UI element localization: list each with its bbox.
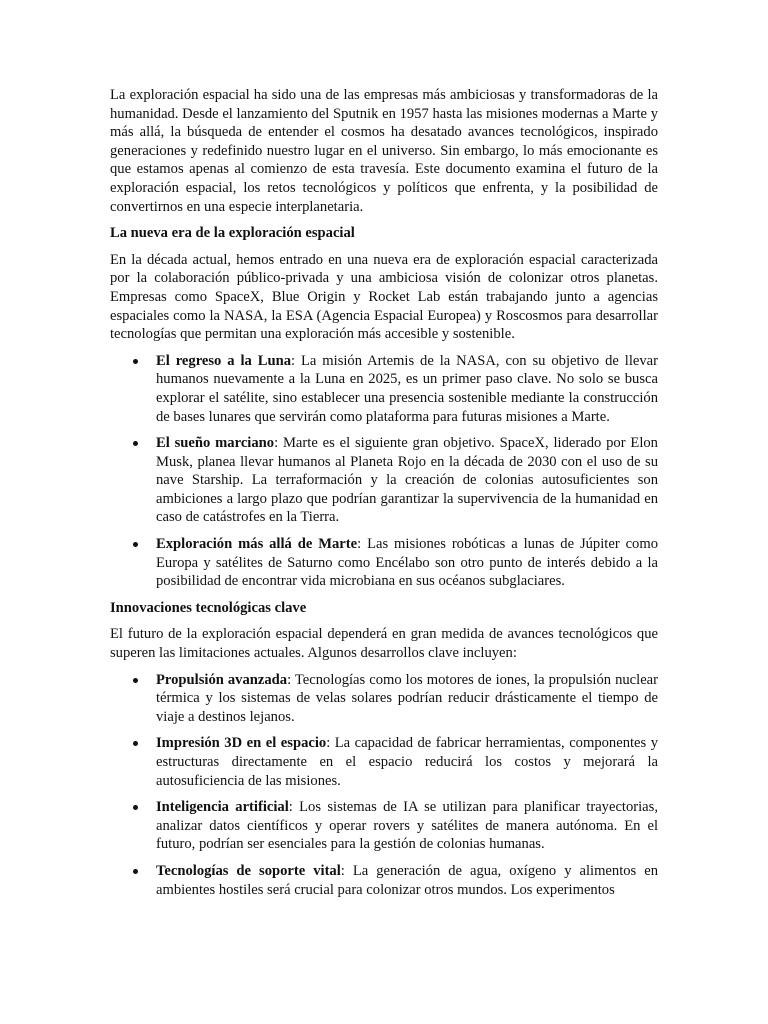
bullet-dot-icon (133, 542, 138, 547)
bullet-text: : Marte es el siguiente gran objetivo. SpaceX, liderado por Elon Musk, planea llevar humanos al Planeta Rojo en la década de 2030 con el uso de su nave Starship. La terraformación y la creación de colonias autosuficientes son ambiciones a largo plazo que podrían garantizar la supervivencia de la humanidad en caso de catástrofes en la Tierra. (156, 435, 658, 526)
intro-paragraph: La exploración espacial ha sido una de las empresas más ambiciosas y transformadoras de la humanidad. Desde el lanzamiento del Sputnik en 1957 hasta las misiones modernas a Marte y más allá, la búsqueda de entender el cosmos ha desatado avances tecnológicos, inspirado generaciones y redefinido nuestro lugar en el universo. Sin embargo, lo más emocionante es que estamos apenas al comienzo de esta travesía. Este documento examina el futuro de la exploración espacial, los retos tecnológicos y políticos que enfrenta, y la posibilidad de convertirnos en una especie interplanetaria. (110, 87, 658, 215)
bullet-text: : La capacidad de fabricar herramientas, componentes y estructuras directamente en el espacio reducirá los costos y mejorará la autosuficiencia de las misiones. (156, 735, 659, 789)
section-paragraph-innovaciones: El futuro de la exploración espacial dependerá en gran medida de avances tecnológicos que superen las limitaciones actuales. Algunos desarrollos clave incluyen: (110, 626, 658, 662)
bullet-term: Inteligencia artificial (156, 799, 289, 816)
section-heading-nueva-era: La nueva era de la exploración espacial (110, 225, 355, 242)
bullet-text: : La generación de agua, oxígeno y alimentos en ambientes hostiles será crucial para colonizar otros mundos. Los experimentos (156, 862, 659, 898)
bullet-item (110, 734, 658, 790)
bullet-term: El regreso a la Luna (156, 352, 292, 369)
bullet-text: : Los sistemas de IA se utilizan para planificar trayectorias, analizar datos científicos y operar rovers y satélites de manera autónoma. En el futuro, podrían ser esenciales para la gestión de colonias humanas. (156, 799, 658, 853)
bullet-dot-icon (133, 678, 138, 683)
bullet-dot-icon (133, 869, 138, 874)
bullet-dot-icon (133, 741, 138, 746)
bullet-list-nueva-era (110, 352, 658, 591)
section-paragraph-nueva-era: En la década actual, hemos entrado en una nueva era de exploración espacial caracterizada por la colaboración público-privada y una ambiciosa visión de colonizar otros planetas. Empresas como SpaceX, Blue Origin y Rocket Lab están trabajando junto a agencias espaciales como la NASA, la ESA (Agencia Espacial Europea) y Roscosmos para desarrollar tecnologías que permitan una exploración más accesible y sostenible. (110, 251, 658, 343)
bullet-term: Exploración más allá de Marte (156, 536, 358, 553)
bullet-item (110, 862, 658, 899)
bullet-dot-icon (133, 359, 138, 364)
bullet-item (110, 535, 658, 591)
bullet-item (110, 798, 658, 854)
bullet-item (110, 434, 658, 527)
bullet-term: Impresión 3D en el espacio (156, 735, 327, 752)
bullet-text: : La misión Artemis de la NASA, con su objetivo de llevar humanos nuevamente a la Luna en 2025, es un primer paso clave. No solo se busca explorar el satélite, sino establecer una presencia sostenible mediante la construcción de bases lunares que servirán como plataforma para futuras misiones a Marte. (156, 352, 658, 425)
document-body (110, 86, 658, 907)
bullet-term: Tecnologías de soporte vital (156, 862, 341, 879)
bullet-list-innovaciones (110, 671, 658, 900)
bullet-term: El sueño marciano (156, 435, 275, 452)
bullet-item (110, 671, 658, 727)
bullet-item (110, 352, 658, 426)
section-heading-innovaciones: Innovaciones tecnológicas clave (110, 599, 307, 616)
bullet-text: : Tecnologías como los motores de iones, la propulsión nuclear térmica y los sistemas de velas solares podrían reducir drásticamente el tiempo de viaje a destinos lejanos. (156, 671, 659, 725)
bullet-text: : Las misiones robóticas a lunas de Júpiter como Europa y satélites de Saturno como Encélabo son otro punto de interés debido a la posibilidad de encontrar vida microbiana en sus océanos subglaciares. (156, 536, 658, 590)
bullet-dot-icon (133, 441, 138, 446)
bullet-dot-icon (133, 805, 138, 810)
bullet-term: Propulsión avanzada (156, 671, 288, 688)
